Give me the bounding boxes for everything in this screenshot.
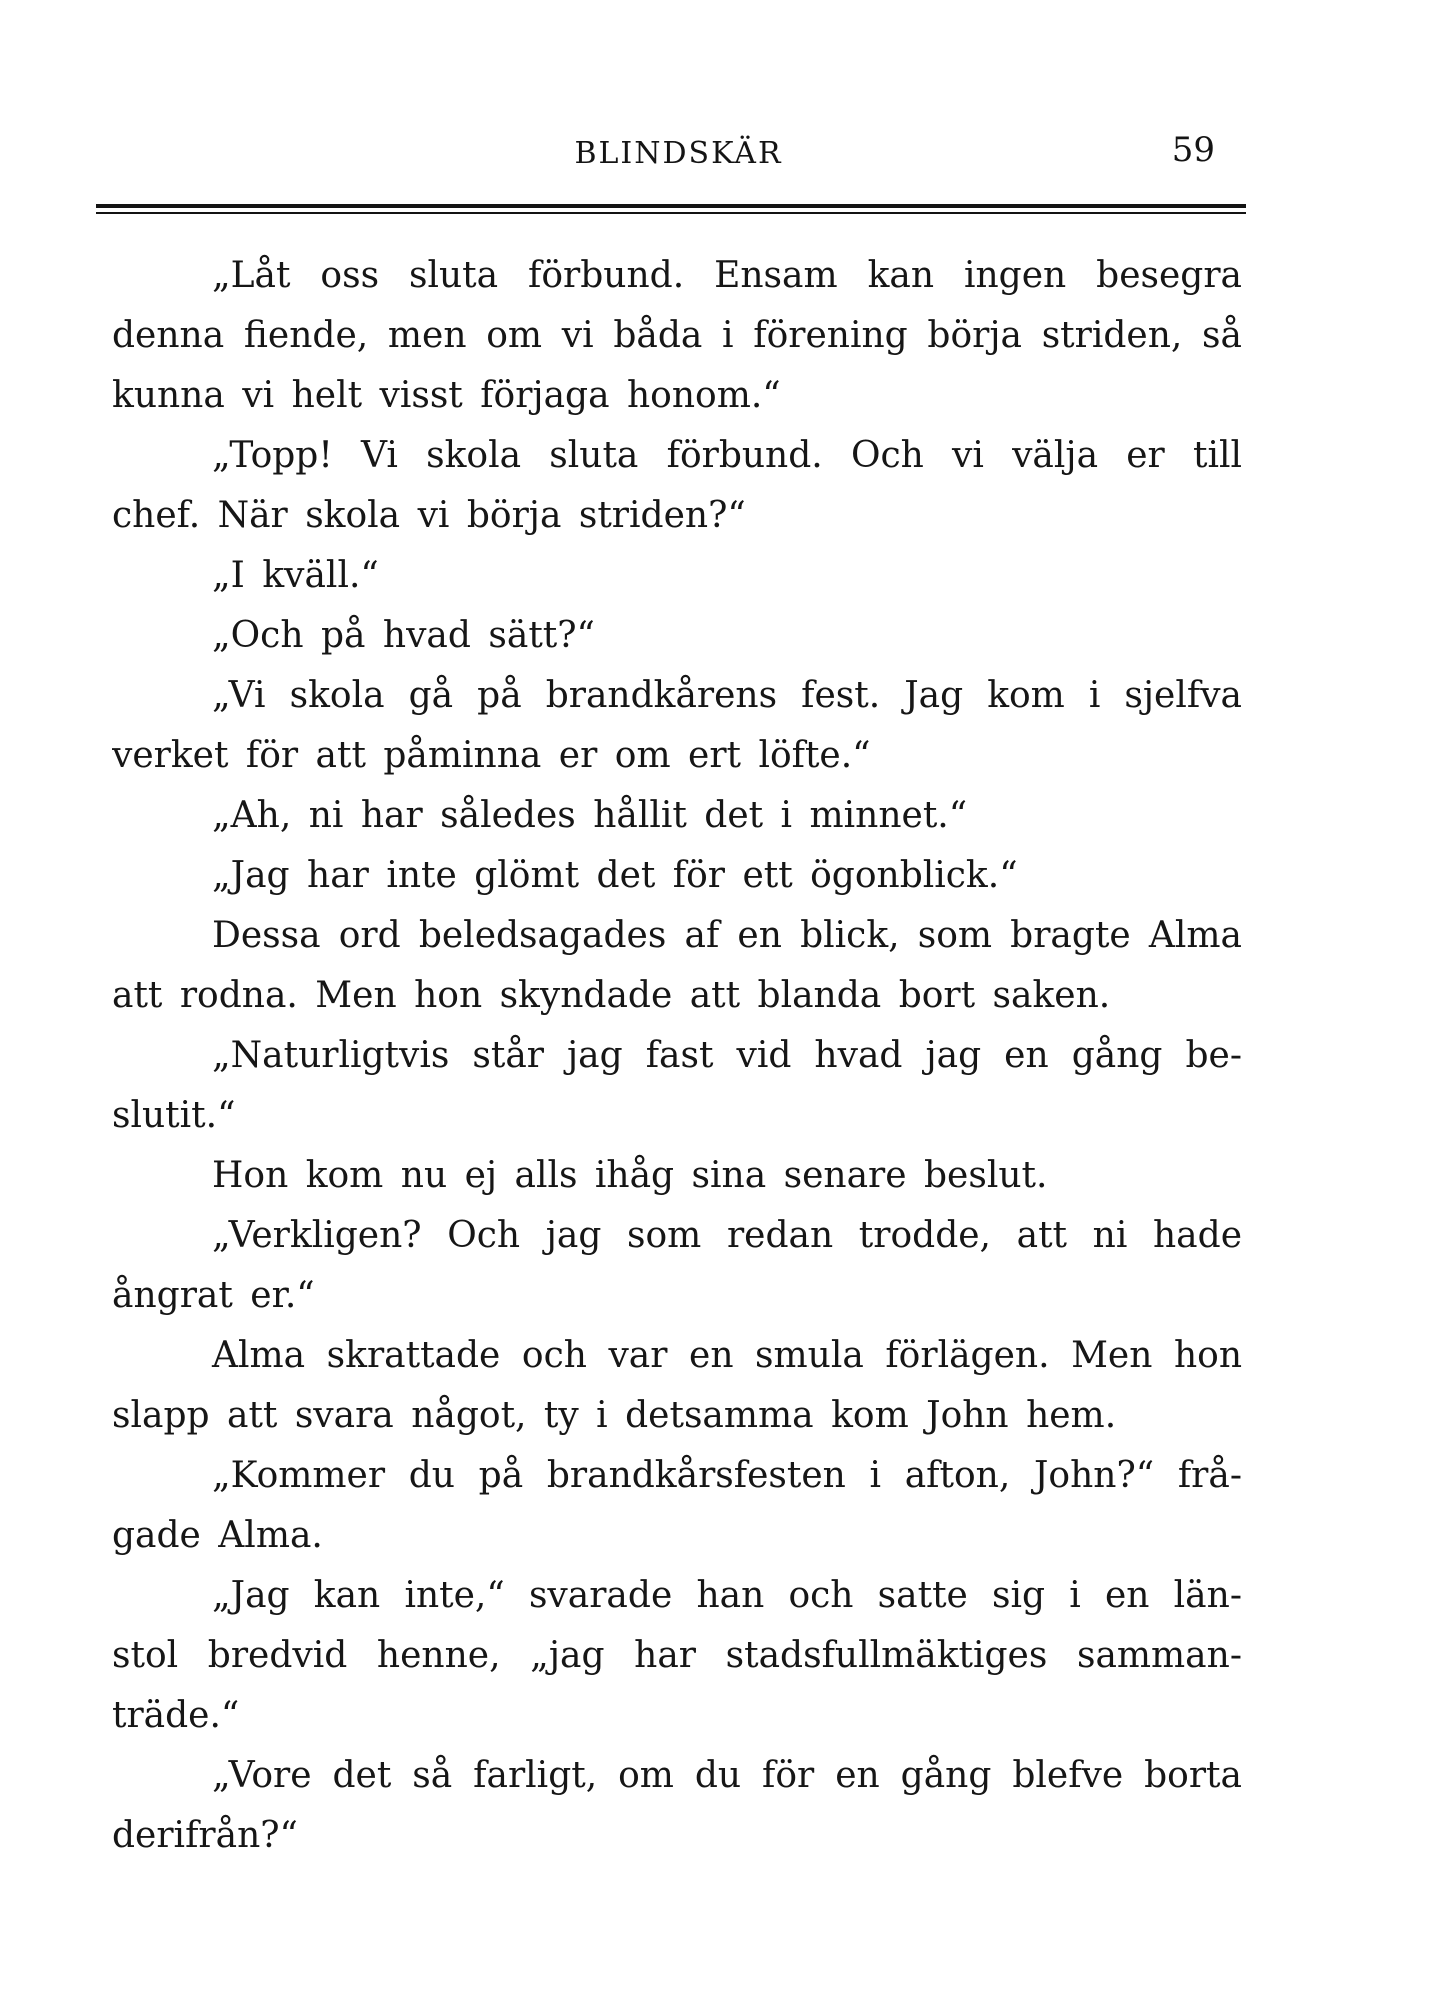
text-line: stol bredvid henne, „jag har stadsfullmäktiges samman- bbox=[112, 1635, 1242, 1676]
header-rule bbox=[96, 204, 1246, 214]
text-line: „Verkligen? Och jag som redan trodde, att ni hade bbox=[212, 1215, 1242, 1256]
text-line: „Vi skola gå på brandkårens fest. Jag kom i sjelfva bbox=[212, 675, 1242, 716]
text-line: slapp att svara något, ty i detsamma kom John hem. bbox=[112, 1395, 1117, 1436]
page-number: 59 bbox=[1171, 130, 1215, 170]
text-line: Dessa ord beledsagades af en blick, som bragte Alma bbox=[212, 915, 1242, 956]
text-line: „Vore det så farligt, om du för en gång blefve borta bbox=[212, 1755, 1242, 1796]
text-line: „I kväll.“ bbox=[212, 555, 379, 596]
text-line: „Och på hvad sätt?“ bbox=[212, 615, 595, 656]
text-line: kunna vi helt visst förjaga honom.“ bbox=[112, 375, 781, 416]
text-line: Hon kom nu ej alls ihåg sina senare beslut. bbox=[212, 1155, 1048, 1196]
text-line: verket för att påminna er om ert löfte.“ bbox=[112, 735, 871, 776]
text-line: „Topp! Vi skola sluta förbund. Och vi välja er till bbox=[212, 435, 1242, 476]
text-line: Alma skrattade och var en smula förlägen. Men hon bbox=[212, 1335, 1242, 1376]
text-line: „Låt oss sluta förbund. Ensam kan ingen besegra bbox=[212, 255, 1242, 296]
text-line: träde.“ bbox=[112, 1695, 240, 1736]
text-block bbox=[112, 246, 1242, 1866]
text-line: „Naturligtvis står jag fast vid hvad jag en gång be- bbox=[212, 1035, 1242, 1076]
text-line: gade Alma. bbox=[112, 1515, 323, 1556]
text-line: chef. När skola vi börja striden?“ bbox=[112, 495, 746, 536]
text-line: „Jag har inte glömt det för ett ögonblick.“ bbox=[212, 855, 1018, 896]
text-line: slutit.“ bbox=[112, 1095, 236, 1136]
text-line: att rodna. Men hon skyndade att blanda bort saken. bbox=[112, 975, 1111, 1016]
text-line: „Jag kan inte,“ svarade han och satte sig i en län- bbox=[212, 1575, 1242, 1616]
text-line: „Ah, ni har således hållit det i minnet.“ bbox=[212, 795, 968, 836]
running-title: BLINDSKÄR bbox=[574, 136, 783, 171]
text-line: ångrat er.“ bbox=[112, 1275, 315, 1316]
text-line: derifrån?“ bbox=[112, 1815, 298, 1856]
text-line: denna fiende, men om vi båda i förening börja striden, så bbox=[112, 315, 1242, 356]
running-header bbox=[112, 128, 1245, 174]
text-line: „Kommer du på brandkårsfesten i afton, John?“ frå- bbox=[212, 1455, 1242, 1496]
